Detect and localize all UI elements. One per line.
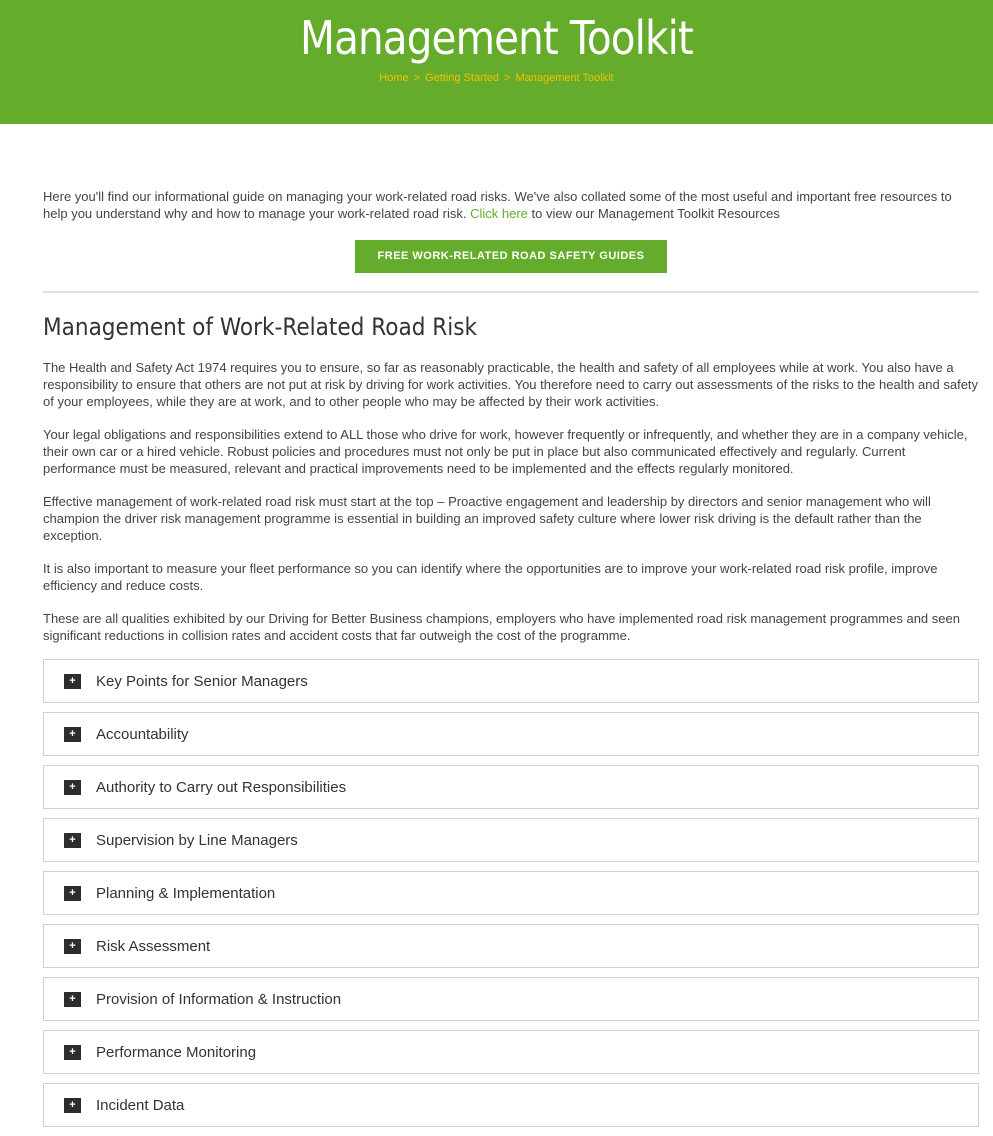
breadcrumb-current: Management Toolkit	[515, 72, 614, 84]
accordion-item-label: Key Points for Senior Managers	[96, 672, 308, 690]
breadcrumb	[0, 72, 993, 84]
divider	[43, 291, 979, 293]
accordion-item-label: Performance Monitoring	[96, 1043, 257, 1061]
intro-text-end: to view our Management Toolkit Resources	[527, 206, 780, 221]
accordion-item-label: Risk Assessment	[96, 937, 211, 955]
intro-text-start: Here you'll find our informational guide on managing your work-related road risks. We've also collated some of the most useful and important free resources to help you understand why and how to manage your work-related road risk.	[43, 189, 952, 221]
section-title: Management of Work-Related Road Risk	[43, 313, 478, 341]
plus-icon[interactable]: +	[64, 780, 81, 795]
accordion	[43, 659, 979, 1127]
breadcrumb-separator: >	[413, 72, 421, 84]
main-content	[43, 188, 979, 1136]
breadcrumb-separator: >	[504, 72, 511, 84]
paragraph: Effective management of work-related road risk must start at the top – Proactive engagement and leadership by directors and senior management who will champion the driver risk management programme is essential in building an improved safety culture where lower risk driving is the default rather than the exception.	[43, 494, 931, 543]
plus-icon[interactable]: +	[64, 1045, 81, 1060]
accordion-item[interactable]	[43, 712, 979, 756]
page-title: Management Toolkit	[300, 11, 693, 65]
accordion-item-label: Provision of Information & Instruction	[96, 990, 342, 1008]
plus-icon[interactable]: +	[64, 674, 81, 689]
paragraph: It is also important to measure your fleet performance so you can identify where the opportunities are to improve your work-related road risk profile, improve efficiency and reduce costs.	[43, 561, 938, 593]
plus-icon[interactable]: +	[64, 727, 81, 742]
free-guides-button[interactable]: FREE WORK-RELATED ROAD SAFETY GUIDES	[355, 240, 668, 273]
breadcrumb-getting-started[interactable]: Getting Started	[425, 72, 500, 84]
breadcrumb-home[interactable]: Home	[379, 72, 409, 84]
paragraph: These are all qualities exhibited by our Driving for Better Business champions, employers who have implemented road risk management programmes and seen significant reductions in collision rates and accident costs that far outweigh the cost of the programme.	[43, 611, 960, 643]
accordion-item-label: Incident Data	[96, 1096, 185, 1114]
plus-icon[interactable]: +	[64, 1098, 81, 1113]
accordion-item[interactable]	[43, 924, 979, 968]
accordion-item[interactable]	[43, 659, 979, 703]
accordion-item[interactable]	[43, 1083, 979, 1127]
accordion-item[interactable]	[43, 818, 979, 862]
plus-icon[interactable]: +	[64, 992, 81, 1007]
accordion-item[interactable]	[43, 977, 979, 1021]
accordion-item-label: Authority to Carry out Responsibilities	[96, 778, 347, 796]
intro-text	[43, 188, 979, 222]
paragraph: Your legal obligations and responsibilities extend to ALL those who drive for work, however frequently or infrequently, and whether they are in a company vehicle, their own car or a hired vehicle. Robust policies and procedures must not only be put in place but also communicated effectively and regularly. Current performance must be measured, relevant and practical improvements need to be implemented and the effects regularly monitored.	[43, 427, 968, 476]
paragraph: The Health and Safety Act 1974 requires you to ensure, so far as reasonably practicable, the health and safety of all employees while at work. You also have a responsibility to ensure that others are not put at risk by driving for work activities. You therefore need to carry out assessments of the risks to the health and safety of your employees, while they are at work, and to other people who may be affected by their work activities.	[43, 360, 979, 409]
accordion-item[interactable]	[43, 765, 979, 809]
plus-icon[interactable]: +	[64, 886, 81, 901]
accordion-item-label: Planning & Implementation	[96, 884, 276, 902]
plus-icon[interactable]: +	[64, 939, 81, 954]
accordion-item[interactable]	[43, 1030, 979, 1074]
plus-icon[interactable]: +	[64, 833, 81, 848]
click-here-link[interactable]: Click here	[470, 206, 528, 221]
accordion-item-label: Supervision by Line Managers	[96, 831, 298, 849]
accordion-item[interactable]	[43, 871, 979, 915]
page-header	[0, 0, 993, 124]
accordion-item-label: Accountability	[96, 725, 189, 743]
